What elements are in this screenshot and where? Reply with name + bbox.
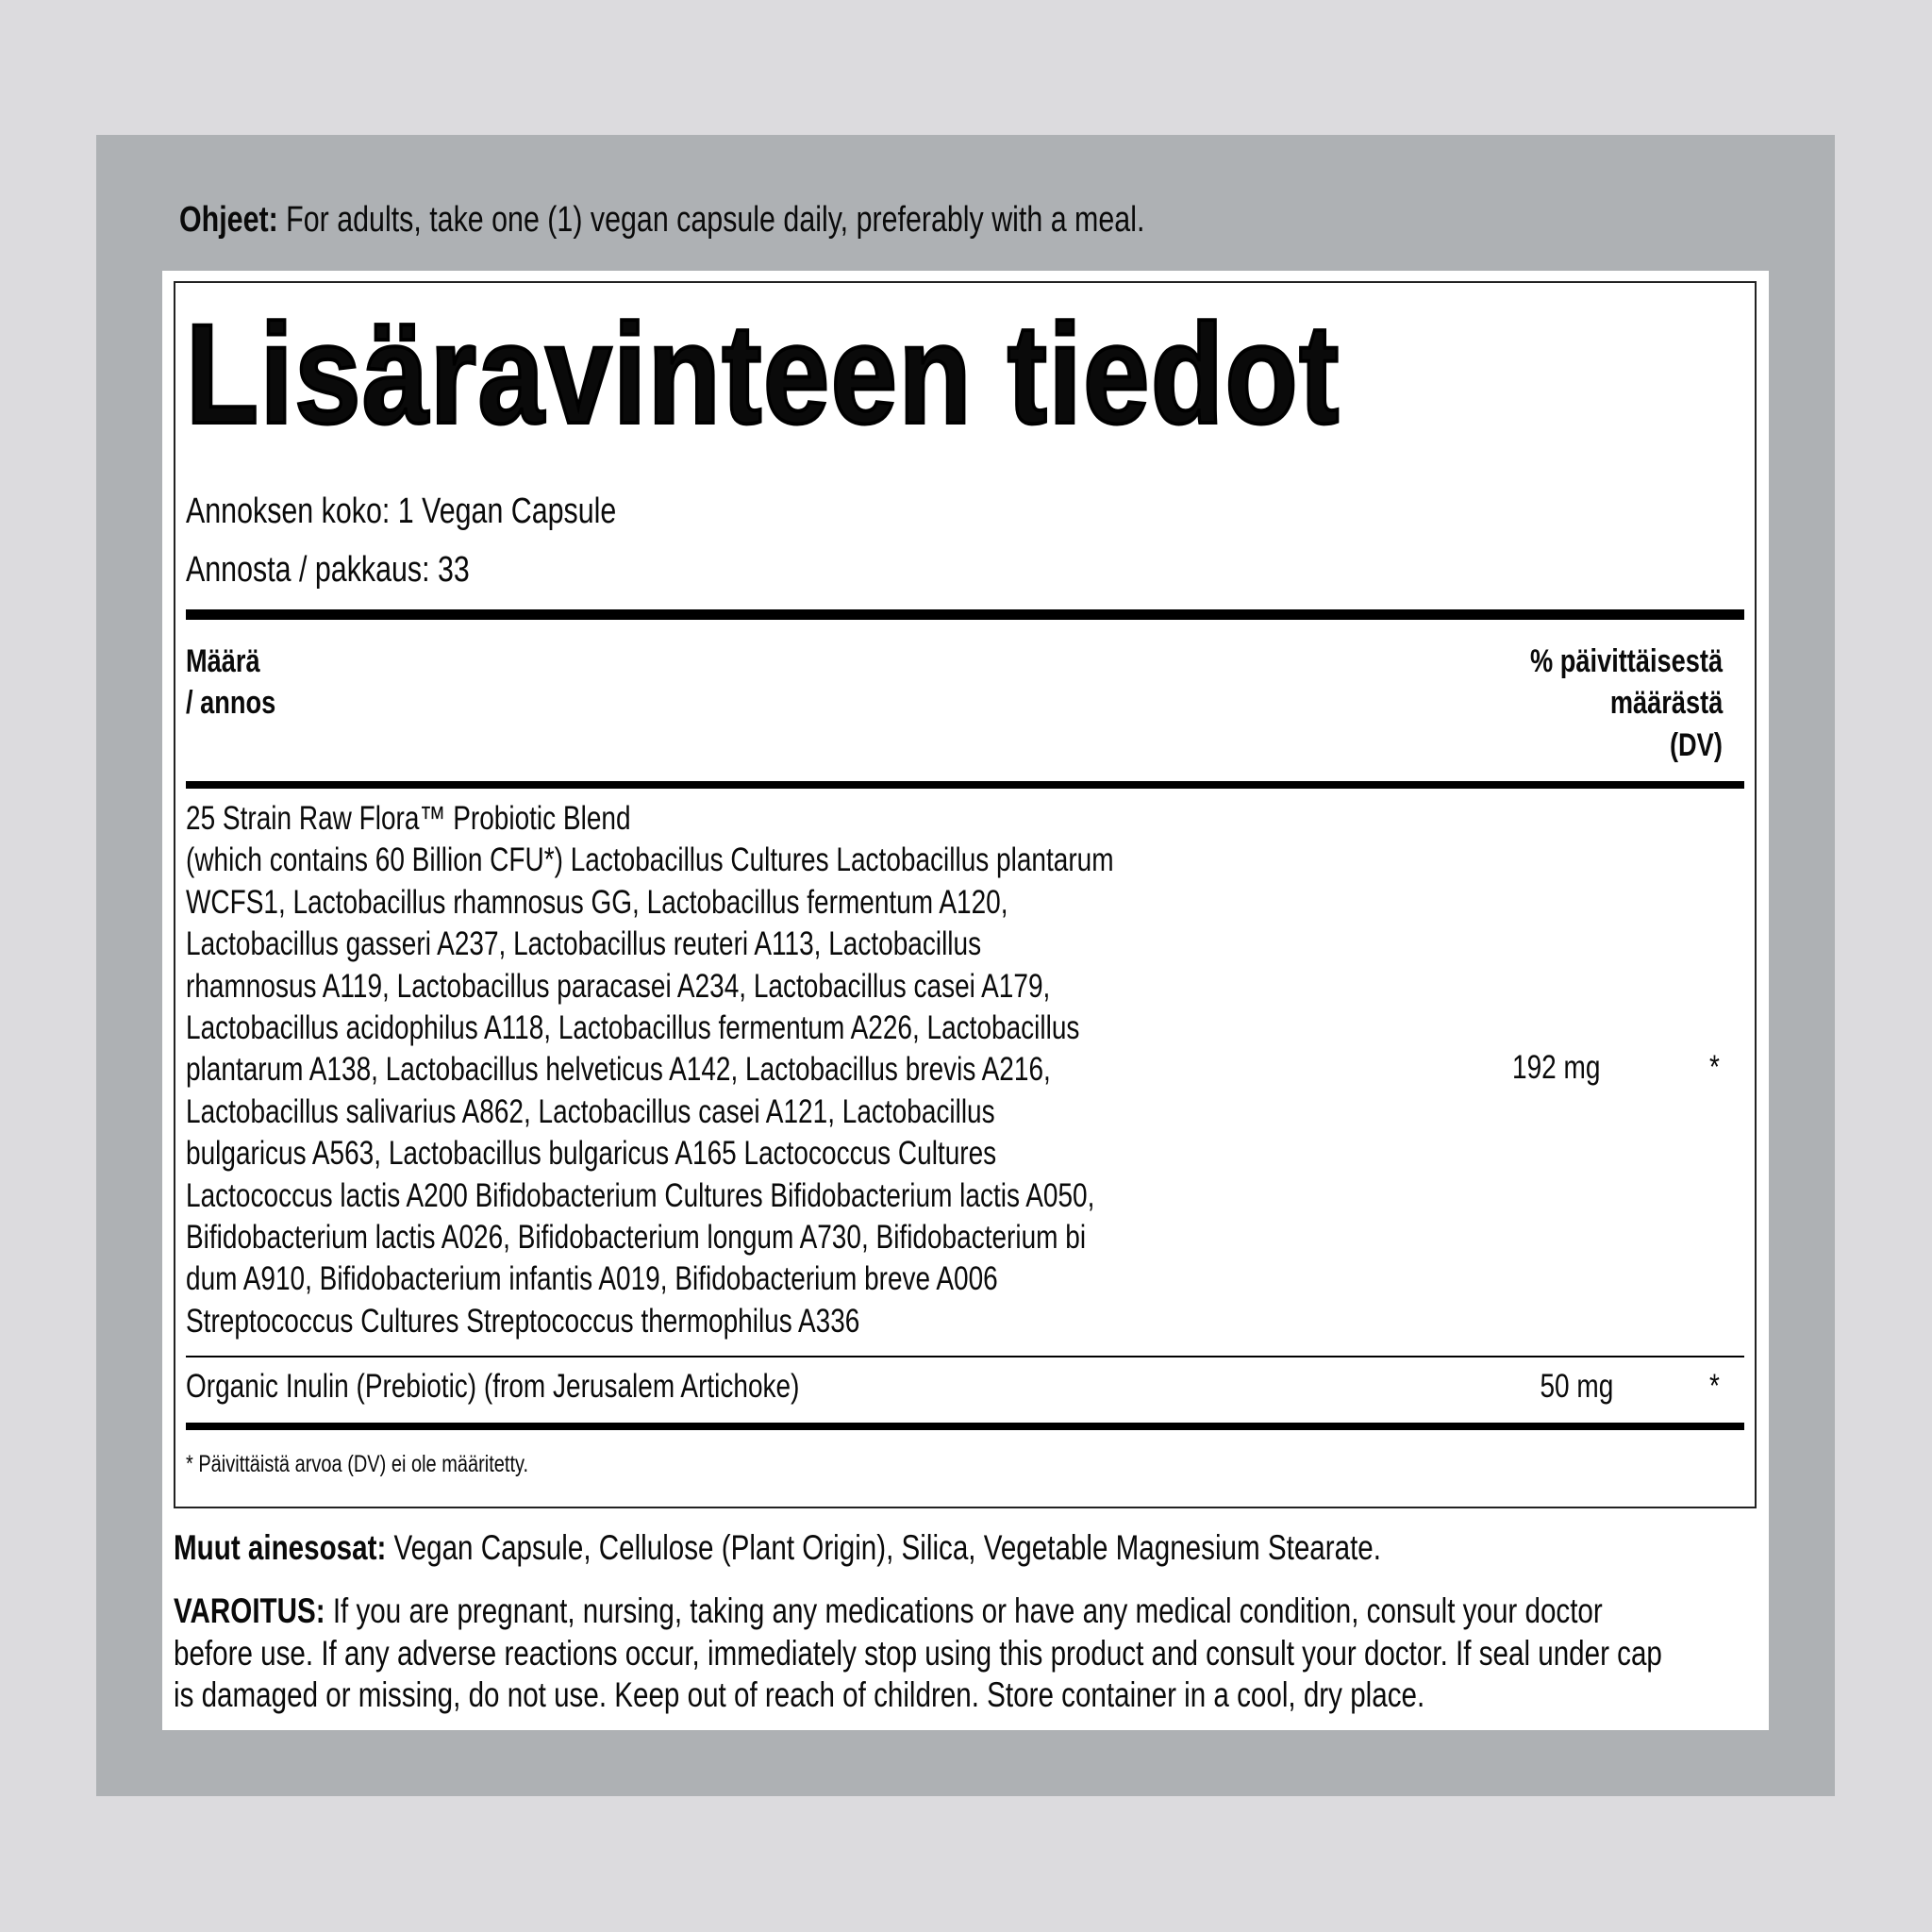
divider-bottom bbox=[186, 1423, 1744, 1430]
warning-line-2: before use. If any adverse reactions occur, immediately stop using this product and consult your doctor. If seal under cap bbox=[174, 1634, 1662, 1673]
blend-line: plantarum A138, Lactobacillus helveticus A142, Lactobacillus brevis A216, bbox=[186, 1051, 1051, 1089]
inulin-dv: * bbox=[1709, 1368, 1720, 1405]
header-dv-1: % päivittäisestä bbox=[1529, 643, 1723, 679]
serving-size: Annoksen koko: 1 Vegan Capsule bbox=[186, 491, 617, 531]
warning-label: VAROITUS: bbox=[174, 1591, 325, 1630]
header-amount-1: Määrä bbox=[186, 643, 260, 679]
blend-line: Lactococcus lactis A200 Bifidobacterium Cultures Bifidobacterium lactis A050, bbox=[186, 1176, 1095, 1214]
other-ingredients-label: Muut ainesosat: bbox=[174, 1528, 387, 1567]
other-ingredients-text: Vegan Capsule, Cellulose (Plant Origin), Silica, Vegetable Magnesium Stearate. bbox=[393, 1528, 1381, 1567]
inulin-name: Organic Inulin (Prebiotic) (from Jerusalem Artichoke) bbox=[186, 1368, 800, 1405]
blend-amount: 192 mg bbox=[1512, 1049, 1601, 1086]
blend-line: dum A910, Bifidobacterium infantis A019, Bifidobacterium breve A006 bbox=[186, 1260, 998, 1298]
header-dv-2: määrästä bbox=[1609, 685, 1723, 721]
blend-line: WCFS1, Lactobacillus rhamnosus GG, Lactobacillus fermentum A120, bbox=[186, 883, 1008, 921]
inulin-amount: 50 mg bbox=[1540, 1368, 1613, 1405]
footnote: * Päivittäistä arvoa (DV) ei ole määritetty. bbox=[186, 1451, 529, 1477]
blend-line: Lactobacillus acidophilus A118, Lactobacillus fermentum A226, Lactobacillus bbox=[186, 1009, 1080, 1046]
blend-dv: * bbox=[1709, 1049, 1720, 1086]
warning-line-3: is damaged or missing, do not use. Keep out of reach of children. Store container in a cool, dry place. bbox=[174, 1675, 1425, 1714]
facts-title: Lisäravinteen tiedot bbox=[186, 294, 1341, 453]
blend-line: Bifidobacterium lactis A026, Bifidobacterium longum A730, Bifidobacterium bi bbox=[186, 1219, 1087, 1256]
servings-per-container: Annosta / pakkaus: 33 bbox=[186, 550, 470, 590]
blend-line: Lactobacillus gasseri A237, Lactobacillus reuteri A113, Lactobacillus bbox=[186, 925, 982, 963]
divider-medium bbox=[186, 781, 1744, 789]
divider-thin bbox=[186, 1356, 1744, 1357]
warning-line-1 bbox=[174, 1593, 1603, 1628]
warning-text-1: If you are pregnant, nursing, taking any medications or have any medical condition, consult your doctor bbox=[332, 1591, 1603, 1630]
header-amount-2: / annos bbox=[186, 685, 276, 721]
directions-label: Ohjeet: bbox=[179, 200, 278, 240]
directions bbox=[179, 202, 1144, 238]
other-ingredients bbox=[174, 1530, 1381, 1565]
directions-text: For adults, take one (1) vegan capsule daily, preferably with a meal. bbox=[286, 200, 1145, 240]
blend-line: 25 Strain Raw Flora™ Probiotic Blend bbox=[186, 800, 631, 837]
divider-thick bbox=[186, 609, 1744, 620]
header-dv-3: (DV) bbox=[1670, 727, 1723, 763]
blend-line: rhamnosus A119, Lactobacillus paracasei A234, Lactobacillus casei A179, bbox=[186, 967, 1051, 1005]
blend-line: Lactobacillus salivarius A862, Lactobacillus casei A121, Lactobacillus bbox=[186, 1092, 995, 1130]
blend-line: (which contains 60 Billion CFU*) Lactobacillus Cultures Lactobacillus plantarum bbox=[186, 841, 1114, 879]
blend-line: Streptococcus Cultures Streptococcus thermophilus A336 bbox=[186, 1302, 860, 1340]
blend-line: bulgaricus A563, Lactobacillus bulgaricus A165 Lactococcus Cultures bbox=[186, 1135, 997, 1173]
